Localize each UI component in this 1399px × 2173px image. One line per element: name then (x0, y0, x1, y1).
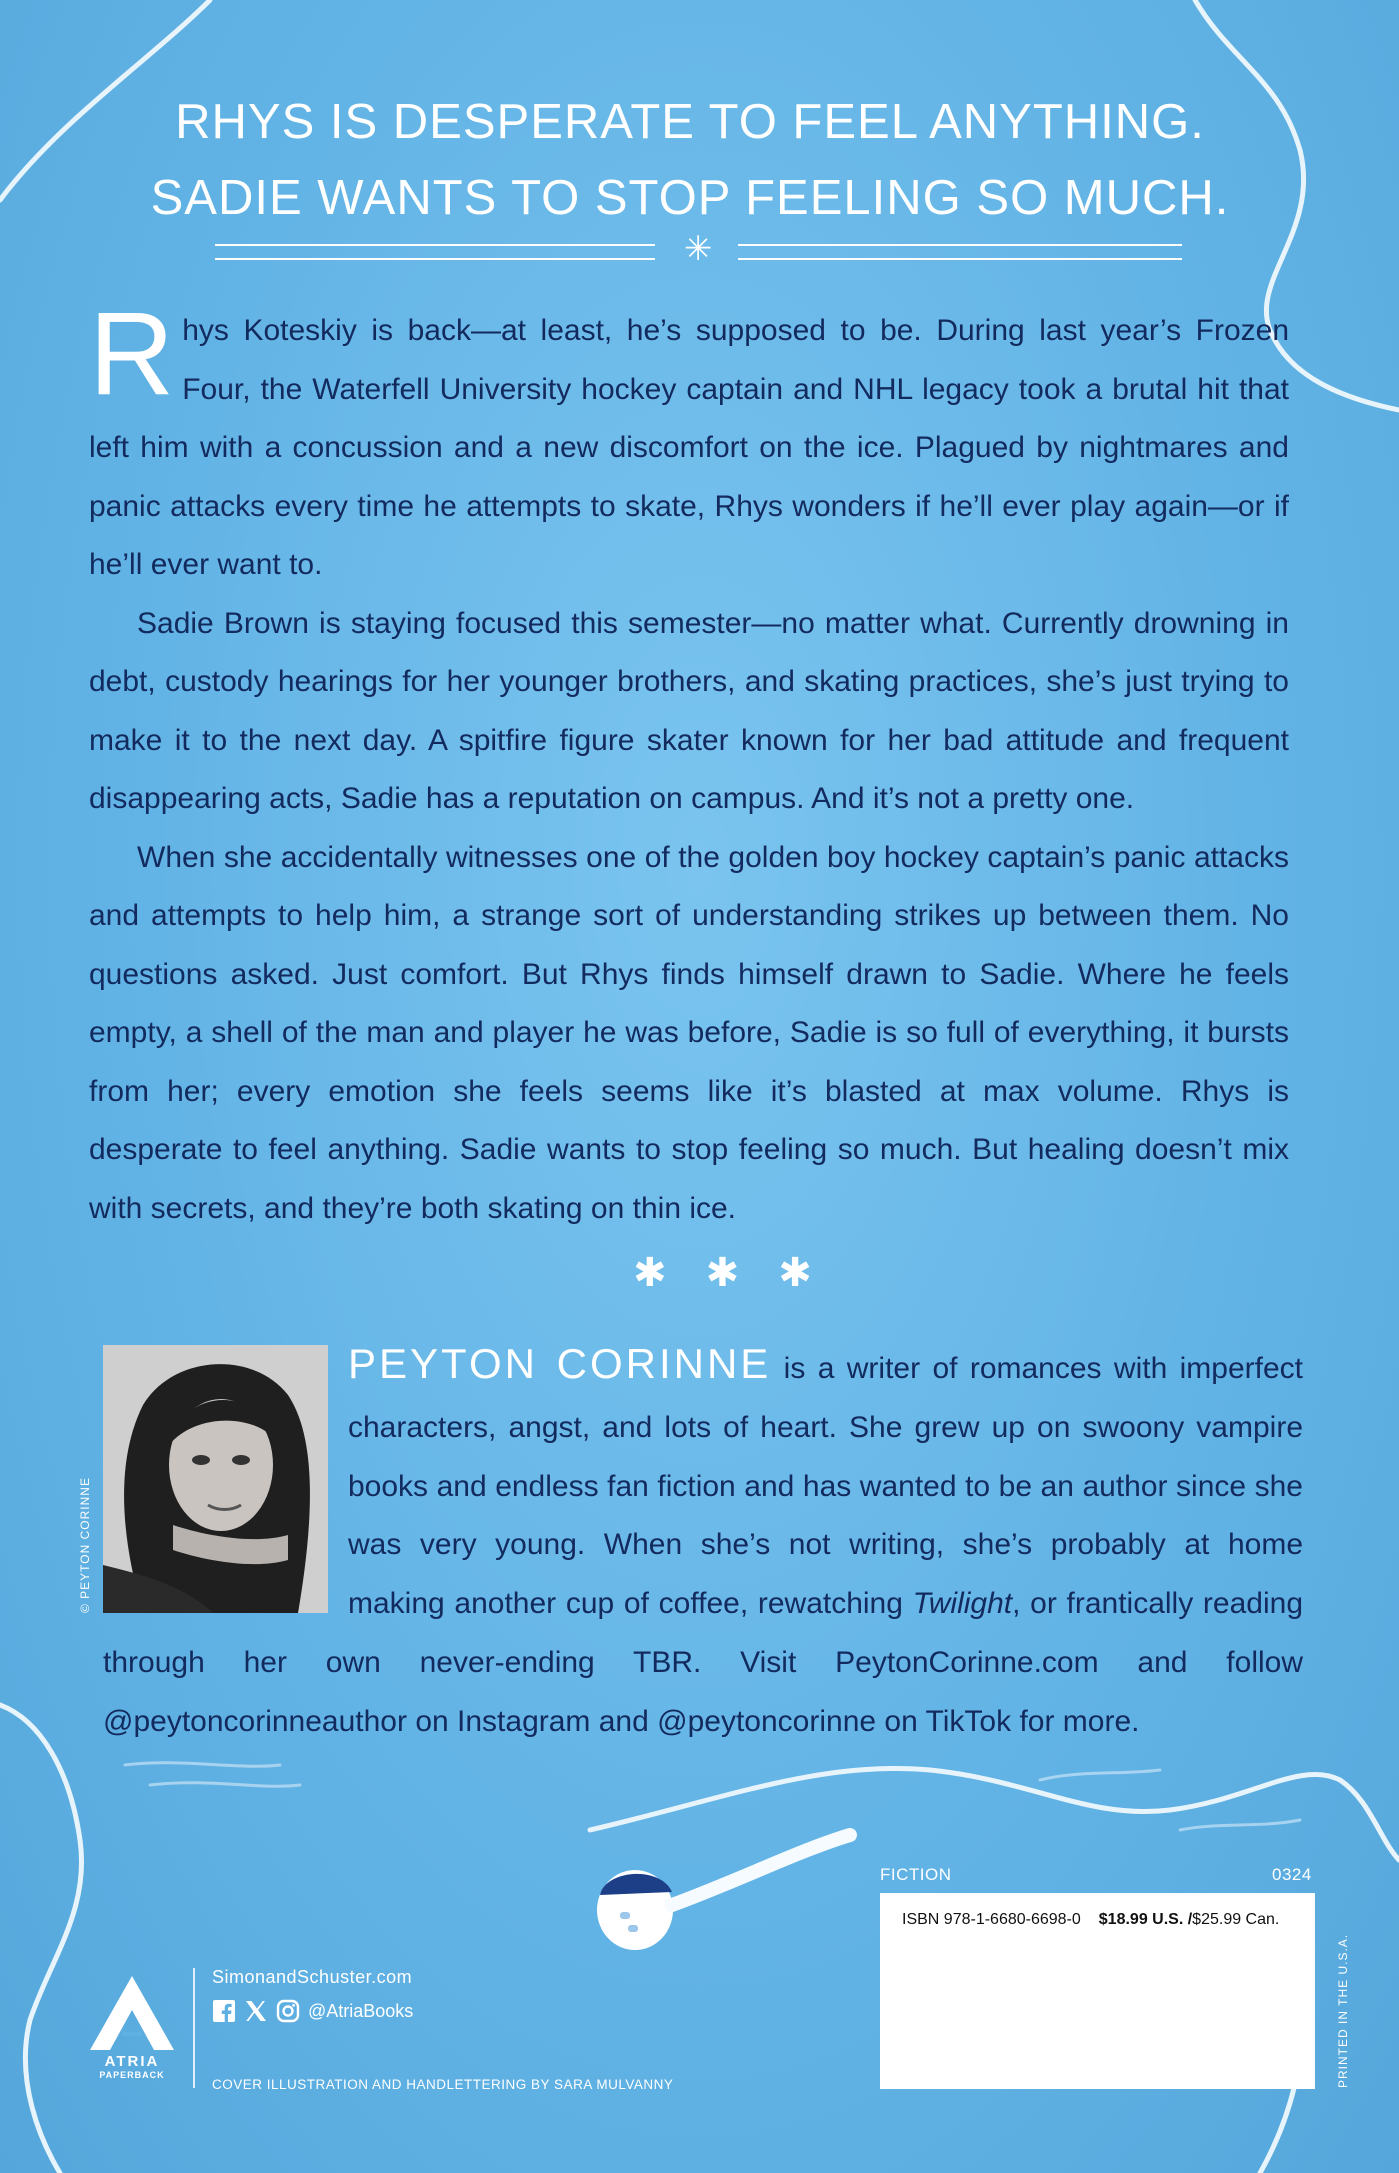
atria-paperback-logo (82, 1972, 182, 2082)
author-photo (103, 1345, 328, 1613)
logo-line-1: ATRIA (104, 2053, 160, 2070)
social-links (212, 1997, 413, 2025)
section-separator: ✱ ✱ ✱ (633, 1251, 826, 1295)
ornamental-rule-left (215, 244, 655, 260)
logo-line-2: PAPERBACK (99, 2070, 165, 2080)
drop-cap: R (89, 288, 175, 420)
publisher-website-link[interactable]: SimonandSchuster.com (212, 1967, 413, 1987)
price-can: $25.99 Can. (1192, 1911, 1280, 1928)
isbn-price-line (902, 1911, 1279, 1929)
illustration-credit: COVER ILLUSTRATION AND HANDLETTERING BY SARA MULVANNY (212, 2077, 674, 2092)
category-label: FICTION (880, 1865, 952, 1884)
ornamental-rule-right (738, 244, 1182, 260)
description-paragraph-3: When she accidentally witnesses one of the golden boy hockey captain’s panic attacks and attempts to help him, a strange sort of understanding strikes up between them. No questions asked. Just comfort. But Rhys finds himself drawn to Sadie. Where he feels empty, a shell of the man and player he was before, Sadie is so full of everything, it bursts from her; every emotion she feels seems like it’s blasted at max volume. Rhys is desperate to feel anything. Sadie wants to stop feeling so much. But healing doesn’t mix with secrets, and they’re both skating on thin ice. (89, 840, 1289, 1225)
description-paragraph-1 (89, 288, 1289, 595)
description-paragraph-2: Sadie Brown is staying focused this semester—no matter what. Currently drowning in debt, custody hearings for her younger brothers, and skating practices, she’s just trying to make it to the next day. A spitfire figure skater known for her bad attitude and frequent disappearing acts, Sadie has a reputation on campus. And it’s not a pretty one. (89, 606, 1289, 815)
snowflake-icon: ✳ (684, 230, 713, 268)
barcode-box (880, 1893, 1315, 2089)
tagline (150, 84, 1230, 236)
photo-credit: © PEYTON CORINNE (78, 1477, 92, 1613)
release-code: 0324 (1272, 1865, 1312, 1884)
price-us: $18.99 U.S. / (1098, 1911, 1193, 1928)
tagline-line-1: RHYS IS DESPERATE TO FEEL ANYTHING. (175, 95, 1205, 149)
author-bio-part-1: is a writer of romances with imperfect characters, angst, and lots of heart. She grew up on swoony vampire books and endless fan fiction and has wanted to be an author since she was very young. When she’s not writing, she’s probably at home making another cup of coffee, rewatching (348, 1352, 1303, 1621)
description-paragraph-1-text: hys Koteskiy is back—at least, he’s supposed to be. During last year’s Frozen Four, the Waterfell University hockey captain and NHL legacy took a brutal hit that left him with a concussion and a new discomfort on the ice. Plagued by nightmares and panic attacks every time he attempts to skate, Rhys wonders if he’ll ever play again—or if he’ll ever want to. (89, 314, 1289, 581)
author-name: PEYTON CORINNE (348, 1340, 772, 1387)
facebook-icon[interactable] (212, 1999, 236, 2023)
tagline-line-2: SADIE WANTS TO STOP FEELING SO MUCH. (150, 171, 1230, 225)
x-icon[interactable] (244, 1999, 268, 2023)
instagram-icon[interactable] (276, 1999, 300, 2023)
social-handle[interactable]: @AtriaBooks (308, 2000, 414, 2021)
printed-in-label: PRINTED IN THE U.S.A. (1336, 1933, 1350, 2088)
author-bio-part-2: , or frantically reading through her own never-ending TBR. Visit PeytonCorinne.com and follow @peytoncorinneauthor on Instagram and @peytoncorinne on TikTok for more. (103, 1587, 1303, 1738)
publisher-divider (193, 1968, 195, 2088)
author-bio-italic-title: Twilight (912, 1587, 1013, 1621)
book-description (89, 288, 1289, 1238)
puck-illustration (597, 1835, 850, 1950)
isbn-number: ISBN 978-1-6680-6698-0 (902, 1911, 1081, 1928)
